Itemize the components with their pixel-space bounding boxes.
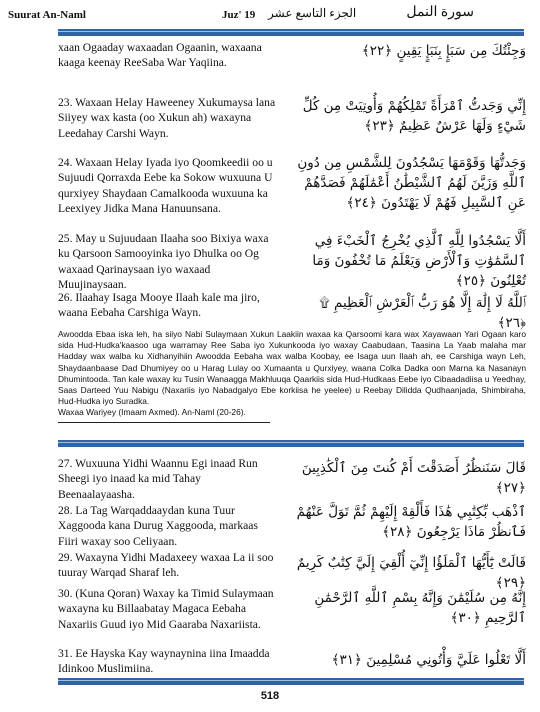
page-header [0, 0, 540, 30]
verse-26: 26. Ilaahay Isaga Mooye Ilaah kale ma jiro, waana Eebaha Carshiga Wayn. [58, 291, 260, 320]
verse-27-ar: قَالَ سَنَنظُرُ أَصَدَقْتَ أَمْ كُنتَ مِنَ ٱلْكَٰذِبِينَ ﴿٢٧﴾ [301, 460, 526, 496]
verse-28-ar: ٱذْهَب بِّكِتَٰبِي هَٰذَا فَأَلْقِهْ إِلَيْهِمْ ثُمَّ تَوَلَّ عَنْهُمْ فَٱنظُرْ مَاذَا يَرْجِعُونَ ﴿٢٨﴾ [296, 504, 526, 540]
bottom-divider-bar [58, 678, 524, 685]
verse-25: 25. May u Sujuudaan Ilaaha soo Bixiya waxa ku Qarsoon Samooyinka iyo Dhulka oo Og waxaad Qarinaysaan iyo waxaad Muujinaysaan. [58, 232, 269, 292]
commentary-rule [58, 422, 270, 423]
verse-22-ar: وَجِئْتُكَ مِن سَبَإٍ بِنَبَإٍ يَقِينٍ ﴿٢٢﴾ [361, 43, 526, 59]
verse-23: 23. Waxaan Helay Haweeney Xukumaysa lana Siiyey wax kasta (oo Xukun ah) waxayna Leedahay Carshi Wayn. [58, 96, 276, 140]
juz-title-ar: الجزء التاسع عشر [268, 6, 357, 20]
verse-31: 31. Ee Hayska Kay waynaynina iina Imaadda Idinkoo Muslimiina. [58, 647, 270, 676]
commentary-block [58, 329, 526, 419]
verse-28: 28. La Tag Warqaddaaydan kuna Tuur Xaggooda kana Durug Xaggooda, markaas Fiiri waxay soo Celiyaan. [58, 504, 258, 548]
verse-29: 29. Waxayna Yidhi Madaxeey waxaa La ii soo tuuray Warqad Sharaf leh. [58, 551, 274, 580]
verse-22-tail: xaan Ogaaday waxaadan Ogaanin, waxaana kaaga keenay ReeSaba War Yaqiina. [58, 41, 262, 70]
middle-divider-bar [58, 440, 524, 447]
verse-30-ar: إِنَّهُ مِن سُلَيْمَٰنَ وَإِنَّهُ بِسْمِ ٱللَّهِ ٱلرَّحْمَٰنِ ٱلرَّحِيمِ ﴿٣٠﴾ [314, 590, 526, 626]
verse-25-ar: أَلَّا يَسْجُدُوا لِلَّهِ ٱلَّذِي يُخْرِجُ ٱلْخَبْءَ فِي ٱلسَّمَٰوَٰتِ وَٱلْأَرْضِ وَيَعْلَمُ مَا تُخْفُونَ وَمَا تُعْلِنُونَ ﴿٢٥﴾ [312, 233, 526, 289]
surah-title-ar: سورة النمل [406, 5, 474, 20]
verse-31-ar: أَلَّا تَعْلُوا عَلَيَّ وَأْتُونِي مُسْلِمِينَ ﴿٣١﴾ [331, 652, 526, 668]
juz-label: Juz' 19 [222, 9, 256, 21]
commentary-reference: Waxaa Wariyey (Imaam Axmed). An-Naml (20-26). [58, 407, 246, 418]
page-number: 518 [260, 690, 280, 702]
top-divider-bar [58, 29, 524, 36]
verse-24: 24. Waxaan Helay Iyada iyo Qoomkeedii oo u Sujuudi Qorraxda Eebe ka Sokow wuxuuna U qurxiyey Shaydaan Camalkooda wuxuuna ka Leexiyey Jidka Mana Hanuunsana. [58, 156, 273, 216]
verse-23-ar: إِنِّي وَجَدتُّ ٱمْرَأَةً تَمْلِكُهُمْ وَأُوتِيَتْ مِن كُلِّ شَيْءٍ وَلَهَا عَرْشٌ عَظِيمٌ ﴿٢٣﴾ [302, 98, 526, 134]
verse-30: 30. (Kuna Qoran) Waxay ka Timid Sulaymaan waxayna ku Billaabatay Magaca Eebaha Naxariis Guud iyo Mid Gaaraba Naxariista. [58, 587, 274, 631]
surah-title-en: Suurat An-Naml [8, 9, 86, 21]
verse-26-ar: ٱللَّهُ لَا إِلَٰهَ إِلَّا هُوَ رَبُّ ٱلْعَرْشِ ٱلْعَظِيمِ ۩ ﴿٢٦﴾ [319, 295, 526, 331]
commentary-text: Awoodda Ebaa iska leh, ha siiyo Nabi Sulaymaan Xukun Laakiin waxaa ka Qarsoomi kara wax Xayawaan Yari Ogaan karo sida Hud-Hudka'kaasoo uga warramay Ree Saba iyo Xukunkooda iyo waxay Caabudaan, Taasina La Yaab malaha mar Hadday wax walba ku Xidhanyihiin Awoodda Eebaha wax walba Koobay, ee Isaga uun Ilaah ah, ee Carshiga wayn Leh, Shaydaanbaase Dad Dhumiyey oo u Harag Lulay oo Xumaanta u Qurxiyey, waana Colka Dadka oon Marna ka Nasanayn Dhumintooda. Tan kale waxay ku Tusin Wanaagga Makhluuqa Qaarkiis sida Hud-Hudkaas Eebe iyo Cibaadadiisa u Yeedhay, Saas Darteed Yuu Nabigu (Naxariis iyo Nabadgalyo Ebe korkiisa he yeelee) u Reebay Dilidda Qudhaanjada, Shimbiraha, Hud-Hudka iyo Suradka. [58, 329, 526, 407]
verse-27: 27. Wuxuuna Yidhi Waannu Egi inaad Run Sheegi iyo inaad ka mid Tahay Beenaalayaasha. [58, 457, 258, 501]
verse-24-ar: وَجَدتُّهَا وَقَوْمَهَا يَسْجُدُونَ لِلشَّمْسِ مِن دُونِ ٱللَّهِ وَزَيَّنَ لَهُمُ ٱلشَّيْطَٰنُ أَعْمَٰلَهُمْ فَصَدَّهُمْ عَنِ ٱلسَّبِيلِ فَهُمْ لَا يَهْتَدُونَ ﴿٢٤﴾ [297, 155, 526, 211]
verse-29-ar: قَالَتْ يَٰٓأَيُّهَا ٱلْمَلَؤُا إِنِّيٓ أُلْقِيَ إِلَيَّ كِتَٰبٌ كَرِيمٌ ﴿٢٩﴾ [296, 555, 526, 591]
